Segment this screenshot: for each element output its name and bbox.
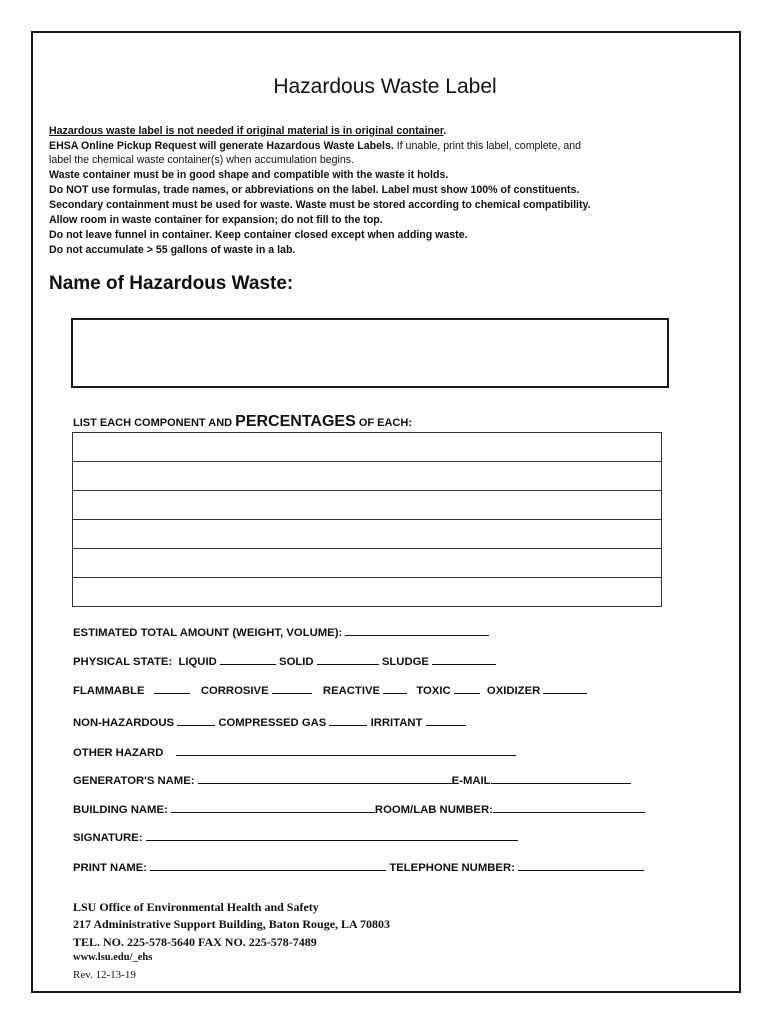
revision-date: Rev. 12-13-19 xyxy=(73,969,136,981)
compressed-gas-blank[interactable] xyxy=(329,714,367,726)
print-name-blank[interactable] xyxy=(150,859,386,871)
component-table xyxy=(72,432,662,607)
component-row[interactable] xyxy=(73,577,661,606)
waste-name-box[interactable] xyxy=(71,318,669,388)
component-row[interactable] xyxy=(73,490,661,519)
instruction-line-4: Waste container must be in good shape and compatible with the waste it holds. xyxy=(49,169,449,181)
instruction-line-6: Secondary containment must be used for waste. Waste must be stored according to chemical compatibility. xyxy=(49,199,591,211)
other-hazard-field: OTHER HAZARD xyxy=(73,744,516,759)
room-number-blank[interactable] xyxy=(493,801,645,813)
corrosive-blank[interactable] xyxy=(272,682,312,694)
nonhazardous-blank[interactable] xyxy=(177,714,215,726)
building-name-blank[interactable] xyxy=(171,801,375,813)
flammable-blank[interactable] xyxy=(154,682,190,694)
component-row[interactable] xyxy=(73,461,661,490)
email-blank[interactable] xyxy=(491,772,631,784)
irritant-blank[interactable] xyxy=(426,714,466,726)
page-title: Hazardous Waste Label xyxy=(273,75,497,98)
instruction-line-8: Do not leave funnel in container. Keep container closed except when adding waste. xyxy=(49,229,468,241)
oxidizer-blank[interactable] xyxy=(543,682,587,694)
instruction-line-5: Do NOT use formulas, trade names, or abbreviations on the label. Label must show 100% of constituents. xyxy=(49,184,580,196)
print-name-field: PRINT NAME: TELEPHONE NUMBER: xyxy=(73,859,644,874)
instruction-line-2: EHSA Online Pickup Request will generate Hazardous Waste Labels. If unable, print this label, complete, and xyxy=(49,140,582,152)
waste-name-heading: Name of Hazardous Waste: xyxy=(49,273,294,294)
other-class-field: NON-HAZARDOUS COMPRESSED GAS IRRITANT xyxy=(73,714,466,729)
hazard-class-field: FLAMMABLE CORROSIVE REACTIVE TOXIC OXIDIZER xyxy=(73,682,587,697)
telephone-blank[interactable] xyxy=(518,859,644,871)
footer-office: LSU Office of Environmental Health and Safety xyxy=(73,900,319,914)
signature-blank[interactable] xyxy=(146,829,518,841)
footer-web: www.lsu.edu/_ehs xyxy=(73,952,153,963)
physical-state-field: PHYSICAL STATE: LIQUID SOLID SLUDGE xyxy=(73,653,496,668)
instruction-line-9: Do not accumulate > 55 gallons of waste in a lab. xyxy=(49,244,296,256)
generator-field: GENERATOR'S NAME: E-MAIL xyxy=(73,772,631,787)
component-row[interactable] xyxy=(73,519,661,548)
building-field: BUILDING NAME: ROOM/LAB NUMBER: xyxy=(73,801,645,816)
other-hazard-blank[interactable] xyxy=(176,744,516,756)
footer-address: 217 Administrative Support Building, Baton Rouge, LA 70803 xyxy=(73,917,391,931)
solid-blank[interactable] xyxy=(317,653,379,665)
sludge-blank[interactable] xyxy=(432,653,496,665)
signature-field: SIGNATURE: xyxy=(73,829,518,844)
generator-name-blank[interactable] xyxy=(198,772,452,784)
footer-phone: TEL. NO. 225-578-5640 FAX NO. 225-578-7489 xyxy=(73,935,317,949)
component-row[interactable] xyxy=(73,548,661,577)
estimated-amount-blank[interactable] xyxy=(345,624,489,636)
liquid-blank[interactable] xyxy=(220,653,276,665)
estimated-amount-field: ESTIMATED TOTAL AMOUNT (WEIGHT, VOLUME): xyxy=(73,624,489,639)
component-list-heading: LIST EACH COMPONENT AND PERCENTAGES OF EACH: xyxy=(73,413,412,430)
toxic-blank[interactable] xyxy=(454,682,480,694)
reactive-blank[interactable] xyxy=(383,682,407,694)
instruction-line-1: Hazardous waste label is not needed if original material is in original container. xyxy=(49,125,447,137)
component-row[interactable] xyxy=(73,433,661,461)
instruction-line-7: Allow room in waste container for expansion; do not fill to the top. xyxy=(49,214,383,226)
instruction-line-3: label the chemical waste container(s) when accumulation begins. xyxy=(49,154,355,166)
